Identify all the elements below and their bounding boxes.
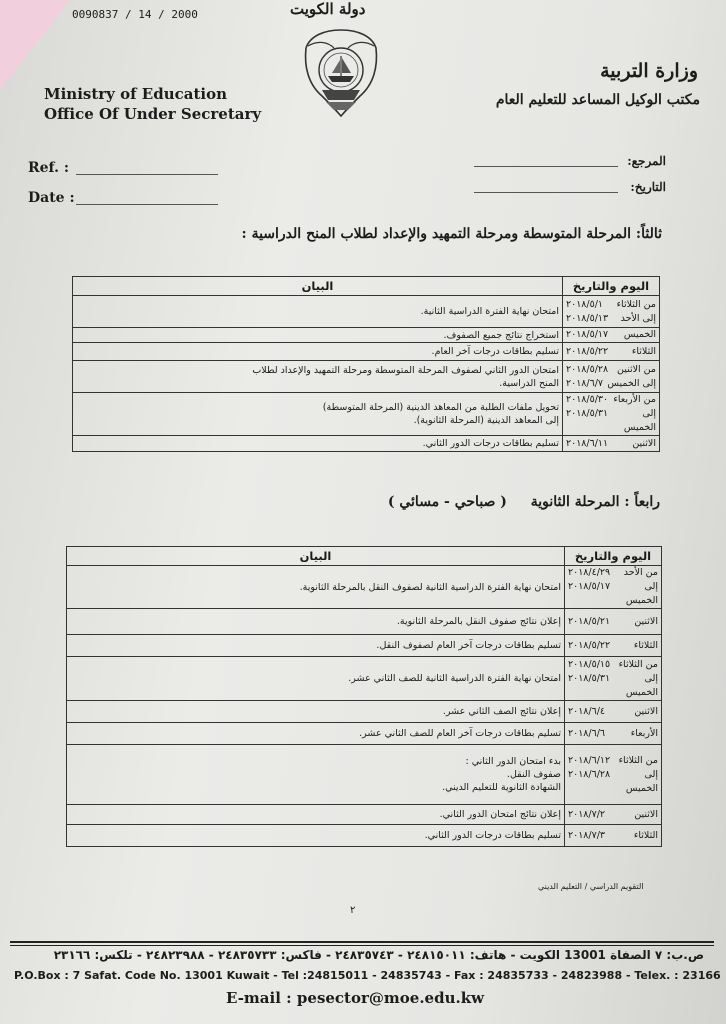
page-number: ٢ [350, 905, 356, 916]
day-date-line [566, 377, 656, 391]
section3-title: ثالثاً: المرحلة المتوسطة ومرحلة التمهيد والإعداد لطلاب المنح الدراسية : [241, 226, 662, 242]
document-number: 0090837 / 14 / 2000 [72, 8, 198, 21]
footer-email: E-mail : pesector@moe.edu.kw [226, 989, 485, 1007]
date-value: ٢٠١٨/٤/٢٩ [568, 567, 611, 578]
date-value: ٢٠١٨/٥/١٧ [566, 329, 609, 340]
table-row [73, 328, 660, 343]
description-cell [67, 701, 565, 723]
section4-title [388, 494, 660, 510]
date-value: ٢٠١٨/٦/٤ [568, 705, 606, 717]
section3-table [72, 276, 660, 452]
day-date-line [568, 808, 658, 822]
date-line [76, 204, 218, 205]
day-name: من الأربعاء [613, 394, 656, 405]
description-line: إعلان نتائج صفوف النقل بالمرحلة الثانوية. [396, 616, 561, 627]
date-value: ٢٠١٨/٦/١١ [566, 437, 609, 449]
table-row [73, 296, 660, 328]
table-row [67, 609, 662, 635]
table-row [73, 361, 660, 393]
day-date-line [568, 754, 658, 768]
description-cell [67, 609, 565, 635]
day-name: إلى الخميس [607, 377, 656, 389]
description-line: امتحان نهاية الفترة الدراسية الثانية للصف الثاني عشر. [348, 673, 561, 684]
description-cell [67, 635, 565, 657]
description-cell [67, 657, 565, 701]
ref-line [76, 174, 218, 175]
day-date-line [566, 328, 656, 342]
day-date-line [568, 639, 658, 653]
day-date-line [566, 345, 656, 359]
day-name: الاثنين [634, 808, 658, 820]
description-line: المنح الدراسية. [499, 377, 559, 389]
date-value: ٢٠١٨/٥/١ [566, 298, 604, 310]
day-date-line [568, 615, 658, 629]
day-date-cell [565, 723, 662, 745]
date-value: ٢٠١٨/٧/٢ [568, 808, 606, 820]
day-date-cell [565, 566, 662, 609]
date-line-arabic [474, 192, 618, 193]
day-name: إلى الخميس [625, 672, 658, 698]
day-date-line [568, 566, 658, 580]
day-date-cell [563, 296, 660, 328]
day-date-line [566, 363, 656, 377]
day-date-cell [563, 436, 660, 452]
description-line: إعلان نتائج الصف الثاني عشر. [442, 706, 561, 717]
date-value: ٢٠١٨/٥/٣١ [566, 408, 609, 419]
day-name: الاثنين [632, 437, 656, 449]
day-name: الاثنين [634, 615, 658, 627]
day-date-cell [565, 805, 662, 825]
ref-label: Ref. : [28, 160, 69, 176]
section4-subtitle: ( صباحي - مسائي ) [387, 494, 507, 510]
ministry-name-arabic: وزارة التربية [600, 60, 698, 82]
description-line: بدء امتحان الدور الثاني : [465, 756, 561, 767]
description-line: تسليم بطاقات درجات آخر العام. [431, 346, 559, 357]
footer-address-english: P.O.Box : 7 Safat. Code No. 13001 Kuwait - Tel :24815011 - 24835743 - Fax : 24835733 - 24823988 - Telex. : 23166 [14, 969, 721, 982]
table-row [67, 723, 662, 745]
day-date-cell [563, 393, 660, 436]
page-corner-fold [0, 0, 70, 90]
day-date-line [566, 393, 656, 407]
day-name: الاثنين [634, 705, 658, 717]
description-line: إعلان نتائج امتحان الدور الثاني. [439, 809, 561, 820]
table-row [73, 393, 660, 436]
description-cell [67, 805, 565, 825]
day-name: الثلاثاء [633, 639, 658, 651]
ministry-en-line2: Office Of Under Secretary [44, 105, 262, 123]
day-date-line [568, 768, 658, 796]
date-value: ٢٠١٨/٥/٢٨ [566, 363, 609, 375]
description-line: امتحان نهاية الفترة الدراسية الثانية لصفوف النقل بالمرحلة الثانوية. [299, 581, 561, 593]
table-row [67, 805, 662, 825]
day-date-line [566, 312, 656, 326]
day-date-line [568, 658, 658, 672]
table-row [67, 701, 662, 723]
day-name: الخميس [623, 329, 656, 340]
day-date-line [568, 580, 658, 608]
description-line: تسليم بطاقات درجات الدور الثاني. [422, 438, 559, 449]
description-line: امتحان نهاية الفترة الدراسية الثانية. [420, 306, 559, 317]
day-name: الأربعاء [630, 727, 658, 739]
day-name: الثلاثاء [633, 829, 658, 841]
description-cell [73, 393, 563, 436]
table-row [67, 635, 662, 657]
day-name: من الأحد [623, 567, 658, 578]
description-cell [73, 436, 563, 452]
table-row [73, 436, 660, 452]
description-cell [73, 361, 563, 393]
day-name: من الاثنين [616, 363, 656, 375]
description-line: تحويل ملفات الطلبة من المعاهد الدينية (المرحلة المتوسطة) [322, 402, 559, 413]
description-cell [73, 296, 563, 328]
description-line: الشهادة الثانوية للتعليم الديني. [442, 782, 561, 793]
day-date-line [568, 829, 658, 843]
ministry-name-english [44, 84, 261, 124]
ref-line-arabic [474, 166, 618, 167]
description-cell [67, 566, 565, 609]
day-name: إلى الخميس [625, 581, 658, 606]
date-label-arabic: التاريخ: [630, 180, 666, 194]
table-row [67, 657, 662, 701]
ministry-en-line1: Ministry of Education [44, 85, 228, 103]
date-value: ٢٠١٨/٧/٣ [568, 829, 606, 841]
footer-address-arabic: ص.ب: ٧ الصفاة 13001 الكويت - هاتف: ٢٤٨١٥٠١١ - ٢٤٨٣٥٧٤٣ - فاكس: ٢٤٨٣٥٧٣٣ - ٢٤٨٢٣٩٨٨ - تلكس: ٢٣١٦٦ [53, 948, 704, 962]
day-date-line [568, 727, 658, 741]
day-name: الثلاثاء [631, 345, 656, 357]
description-line: إلى المعاهد الدينية (المرحلة الثانوية). [413, 415, 559, 426]
date-value: ٢٠١٨/٦/٦ [568, 727, 606, 739]
description-cell [73, 328, 563, 343]
section3-col-day: اليوم والتاريخ [563, 277, 660, 296]
day-date-cell [565, 825, 662, 847]
table-row [67, 825, 662, 847]
day-name: إلى الخميس [623, 408, 656, 433]
section3-col-desc: البيان [73, 277, 563, 296]
kuwait-emblem-icon [298, 26, 384, 122]
office-name-arabic: مكتب الوكيل المساعد للتعليم العام [495, 92, 700, 108]
date-value: ٢٠١٨/٦/٢٨ [568, 768, 611, 780]
day-date-cell [565, 745, 662, 805]
footer-rule [10, 941, 714, 943]
section4-title-text: رابعاً : المرحلة الثانوية [530, 494, 660, 510]
day-name: من الثلاثاء [616, 298, 656, 310]
day-date-line [568, 672, 658, 700]
date-value: ٢٠١٨/٥/١٥ [568, 658, 611, 670]
table-row [67, 745, 662, 805]
description-line: تسليم بطاقات درجات آخر العام للصف الثاني عشر. [359, 728, 561, 739]
description-line: صفوف النقل. [506, 769, 561, 780]
footnote: التقويم الدراسي / التعليم الديني [538, 882, 644, 891]
section4-table [66, 546, 662, 847]
day-name: إلى الأحد [620, 312, 656, 324]
date-value: ٢٠١٨/٥/٣٠ [566, 394, 609, 405]
date-value: ٢٠١٨/٥/٣١ [568, 672, 611, 684]
table-row [67, 566, 662, 609]
section4-col-desc: البيان [67, 547, 565, 566]
day-date-cell [565, 609, 662, 635]
description-line: استخراج نتائج جميع الصفوف. [443, 329, 559, 341]
date-value: ٢٠١٨/٥/١٧ [568, 581, 611, 592]
date-value: ٢٠١٨/٥/٢١ [568, 615, 611, 627]
day-date-cell [563, 361, 660, 393]
day-date-cell [565, 701, 662, 723]
date-value: ٢٠١٨/٥/١٣ [566, 312, 609, 324]
description-line: امتحان الدور الثاني لصفوف المرحلة المتوسطة ومرحلة التمهيد والإعداد لطلاب [252, 364, 559, 376]
ref-label-arabic: المرجع: [627, 154, 666, 168]
date-value: ٢٠١٨/٥/٢٢ [568, 639, 611, 651]
date-value: ٢٠١٨/٥/٢٢ [566, 345, 609, 357]
day-name: من الثلاثاء [618, 754, 658, 766]
state-title: دولة الكويت [290, 0, 366, 18]
day-name: من الثلاثاء [618, 658, 658, 670]
day-name: إلى الخميس [625, 768, 658, 794]
day-date-line [566, 437, 656, 451]
day-date-cell [565, 657, 662, 701]
day-date-line [566, 298, 656, 312]
day-date-cell [563, 328, 660, 343]
day-date-cell [563, 343, 660, 361]
day-date-line [568, 705, 658, 719]
day-date-cell [565, 635, 662, 657]
description-line: تسليم بطاقات درجات الدور الثاني. [424, 830, 561, 841]
date-value: ٢٠١٨/٦/٧ [566, 377, 604, 389]
date-label: Date : [28, 190, 75, 206]
description-cell [67, 825, 565, 847]
footer-rule-thin [10, 945, 714, 946]
description-cell [67, 723, 565, 745]
description-line: تسليم بطاقات درجات آخر العام لصفوف النقل. [376, 640, 561, 651]
description-cell [67, 745, 565, 805]
day-date-line [566, 407, 656, 435]
section4-col-day: اليوم والتاريخ [565, 547, 662, 566]
table-row [73, 343, 660, 361]
date-value: ٢٠١٨/٦/١٢ [568, 754, 611, 766]
description-cell [73, 343, 563, 361]
